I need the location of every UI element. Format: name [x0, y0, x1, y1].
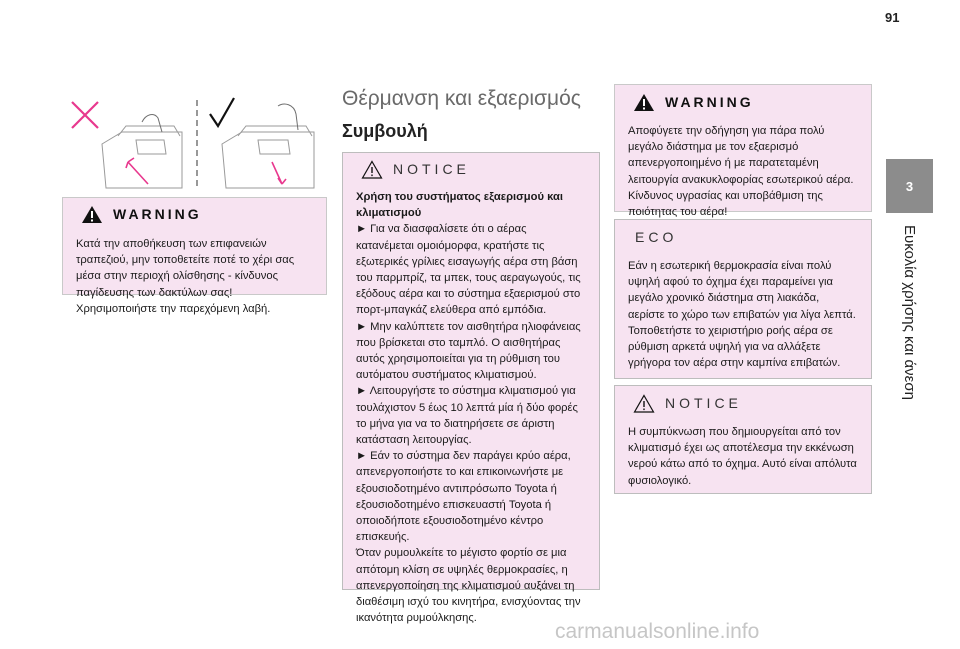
section-heading: Θέρμανση και εξαερισμός — [342, 87, 581, 110]
page-number: 91 — [885, 10, 900, 25]
notice-paragraph: Όταν ρυμουλκείτε το μέγιστο φορτίο σε μια απότομη κλίση σε υψηλές θερμοκρασίες, η απενεργοποίηση της κλιματισμού αυξάνει τη διαθέσιμη ισχύ του κινητήρα, ενισχύοντας την ικανότητα ρυμούλκησης. — [356, 547, 581, 625]
cross-icon — [72, 102, 98, 128]
notice-title: NOTICE — [393, 161, 470, 177]
warning-title: WARNING — [665, 94, 754, 110]
notice-paragraph: ► Μην καλύπτετε τον αισθητήρα ηλιοφάνειας που βρίσκεται στο ταμπλό. Ο αισθητήρας αυτός χρησιμοποιείται για τη ρύθμιση του αυτόματου συστήματος κλιματισμού. — [356, 320, 581, 382]
notice-paragraph: ► Για να διασφαλίσετε ότι ο αέρας κατανέμεται ομοιόμορφα, κρατήστε τις εξωτερικές γρίλιες εισαγωγής αέρα στη βάση του παρμπρίζ, τα μπεκ, τους αεραγωγούς, τις εξόδους αέρα και το σύστημα εξαερισμού στο πορτ-μπαγκάζ ελεύθερα από εμπόδια. — [356, 223, 581, 317]
seat-back-right-drawing — [222, 104, 314, 188]
eco-paragraph: Εάν η εσωτερική θερμοκρασία είναι πολύ υψηλή αφού το όχημα έχει παραμείνει για μεγάλο χρονικό διάστημα στη λιακάδα, αερίστε το χώρο των επιβατών για λίγα λεπτά. — [628, 260, 856, 321]
chapter-title-vertical — [886, 213, 933, 400]
eco-title: ECO — [635, 229, 678, 245]
warning-triangle-icon — [81, 205, 103, 224]
section-subheading: Συμβουλή — [342, 121, 428, 141]
eco-header — [615, 220, 871, 254]
notice-triangle-icon — [633, 394, 655, 413]
notice-box-right — [614, 385, 872, 494]
warning-triangle-icon — [633, 93, 655, 112]
warning-text: Κατά την αποθήκευση των επιφανειών τραπεζιού, μην τοποθετείτε ποτέ το χέρι σας μέσα στην περιοχή ολίσθησης - κίνδυνος παγίδευσης των δακτύλων σας! Χρησιμοποιήστε την παρεχόμενη λαβή. — [76, 238, 295, 315]
warning-box-left — [62, 197, 327, 315]
notice-paragraph: ► Λειτουργήστε το σύστημα κλιματισμού για τουλάχιστον 5 έως 10 λεπτά μία ή δύο φορές το μήνα για να το διατηρήσετε σε άριστη κατάσταση λειτουργίας. — [356, 385, 578, 447]
warning-text: Αποφύγετε την οδήγηση για πάρα πολύ μεγάλο διάστημα με τον εξαερισμό απενεργοποιημένο ή με παρατεταμένη λειτουργία ανακυκλοφορίας εσωτερικού αέρα. Κίνδυνος υγρασίας και υποβάθμιση της ποιότητας του αέρα! — [628, 125, 854, 219]
chapter-number: 3 — [905, 178, 914, 194]
warning-title: WARNING — [113, 206, 202, 222]
eco-box — [614, 219, 872, 379]
watermark: carmanualsonline.info — [555, 620, 760, 643]
notice-paragraph: ► Εάν το σύστημα δεν παράγει κρύο αέρα, απενεργοποιήστε το και επικοινωνήστε με εξουσιοδοτημένο αντιπρόσωπο Toyota ή εξουσιοδοτημένο επισκευαστή Toyota ή οποιοδήποτε εξουσιοδοτημένο κέντρο επισκευής. — [356, 450, 571, 544]
check-icon — [210, 98, 234, 126]
warning-header — [615, 85, 871, 119]
warning-box-right — [614, 84, 872, 219]
chapter-title: Ευκολία χρήσης και άνεση — [901, 225, 918, 400]
notice-header — [343, 153, 599, 185]
warning-header — [63, 198, 326, 230]
notice-text: Η συμπύκνωση που δημιουργείται από τον κλιματισμό έχει ως αποτέλεσμα την εκκένωση νερού κάτω από το όχημα. Αυτό είναι απόλυτα φυσιολογικό. — [628, 426, 857, 487]
seat-back-left-drawing — [102, 115, 182, 188]
chapter-tab[interactable] — [886, 159, 933, 213]
notice-box-main — [342, 152, 600, 625]
notice-title: NOTICE — [665, 395, 742, 411]
eco-paragraph: Τοποθετήστε το χειριστήριο ροής αέρα σε ρύθμιση αρκετά υψηλή για να αλλάξετε γρήγορα τον αέρα στην καμπίνα επιβατών. — [628, 324, 841, 370]
notice-triangle-icon — [361, 160, 383, 179]
table-stowing-illustration — [62, 92, 327, 194]
notice-bold-title: Χρήση του συστήματος εξαερισμού και κλιματισμού — [356, 191, 563, 220]
notice-header — [615, 386, 871, 420]
